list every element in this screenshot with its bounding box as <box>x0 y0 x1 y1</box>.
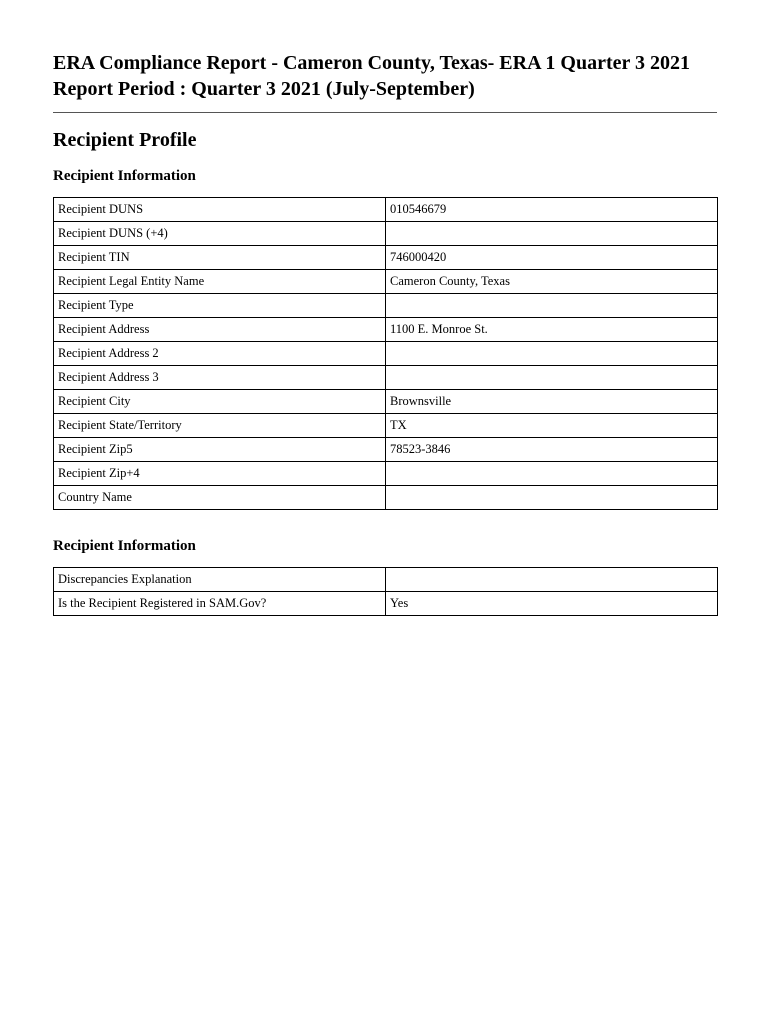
row-value: 1100 E. Monroe St. <box>386 318 718 342</box>
row-label: Recipient Address <box>54 318 386 342</box>
row-value <box>386 568 718 592</box>
row-label: Recipient Address 3 <box>54 366 386 390</box>
row-label: Country Name <box>54 486 386 510</box>
recipient-sam-table <box>53 567 718 616</box>
row-label: Recipient Zip+4 <box>54 462 386 486</box>
table-row <box>54 568 718 592</box>
table-row <box>54 318 718 342</box>
row-value <box>386 486 718 510</box>
row-value: 746000420 <box>386 246 718 270</box>
table-row <box>54 342 718 366</box>
row-value <box>386 222 718 246</box>
row-value <box>386 366 718 390</box>
row-value: 78523-3846 <box>386 438 718 462</box>
section-title-recipient-profile: Recipient Profile <box>53 129 197 151</box>
row-label: Is the Recipient Registered in SAM.Gov? <box>54 592 386 616</box>
row-value <box>386 462 718 486</box>
table-row <box>54 198 718 222</box>
report-period-line: Report Period : Quarter 3 2021 (July-September) <box>53 78 475 100</box>
row-label: Recipient DUNS (+4) <box>54 222 386 246</box>
table-row <box>54 222 718 246</box>
row-label: Recipient TIN <box>54 246 386 270</box>
row-value <box>386 342 718 366</box>
row-value: TX <box>386 414 718 438</box>
report-title <box>53 50 717 102</box>
row-value <box>386 294 718 318</box>
row-label: Discrepancies Explanation <box>54 568 386 592</box>
row-value: Cameron County, Texas <box>386 270 718 294</box>
row-value: Brownsville <box>386 390 718 414</box>
row-label: Recipient Address 2 <box>54 342 386 366</box>
table-row <box>54 592 718 616</box>
table-row <box>54 270 718 294</box>
report-title-line-1: ERA Compliance Report - Cameron County, Texas- ERA 1 Quarter 3 2021 <box>53 52 691 74</box>
report-page <box>53 50 717 616</box>
row-label: Recipient DUNS <box>54 198 386 222</box>
row-label: Recipient State/Territory <box>54 414 386 438</box>
table-row <box>54 294 718 318</box>
table-row <box>54 438 718 462</box>
row-label: Recipient Zip5 <box>54 438 386 462</box>
table-row <box>54 246 718 270</box>
recipient-information-heading-2: Recipient Information <box>53 538 196 554</box>
row-value: Yes <box>386 592 718 616</box>
table-row <box>54 366 718 390</box>
row-label: Recipient Type <box>54 294 386 318</box>
recipient-information-table <box>53 197 718 510</box>
table-row <box>54 462 718 486</box>
row-label: Recipient City <box>54 390 386 414</box>
table-row <box>54 390 718 414</box>
row-label: Recipient Legal Entity Name <box>54 270 386 294</box>
table-row <box>54 414 718 438</box>
row-value: 010546679 <box>386 198 718 222</box>
header-divider <box>53 112 717 113</box>
table-row <box>54 486 718 510</box>
recipient-information-heading: Recipient Information <box>53 168 196 184</box>
